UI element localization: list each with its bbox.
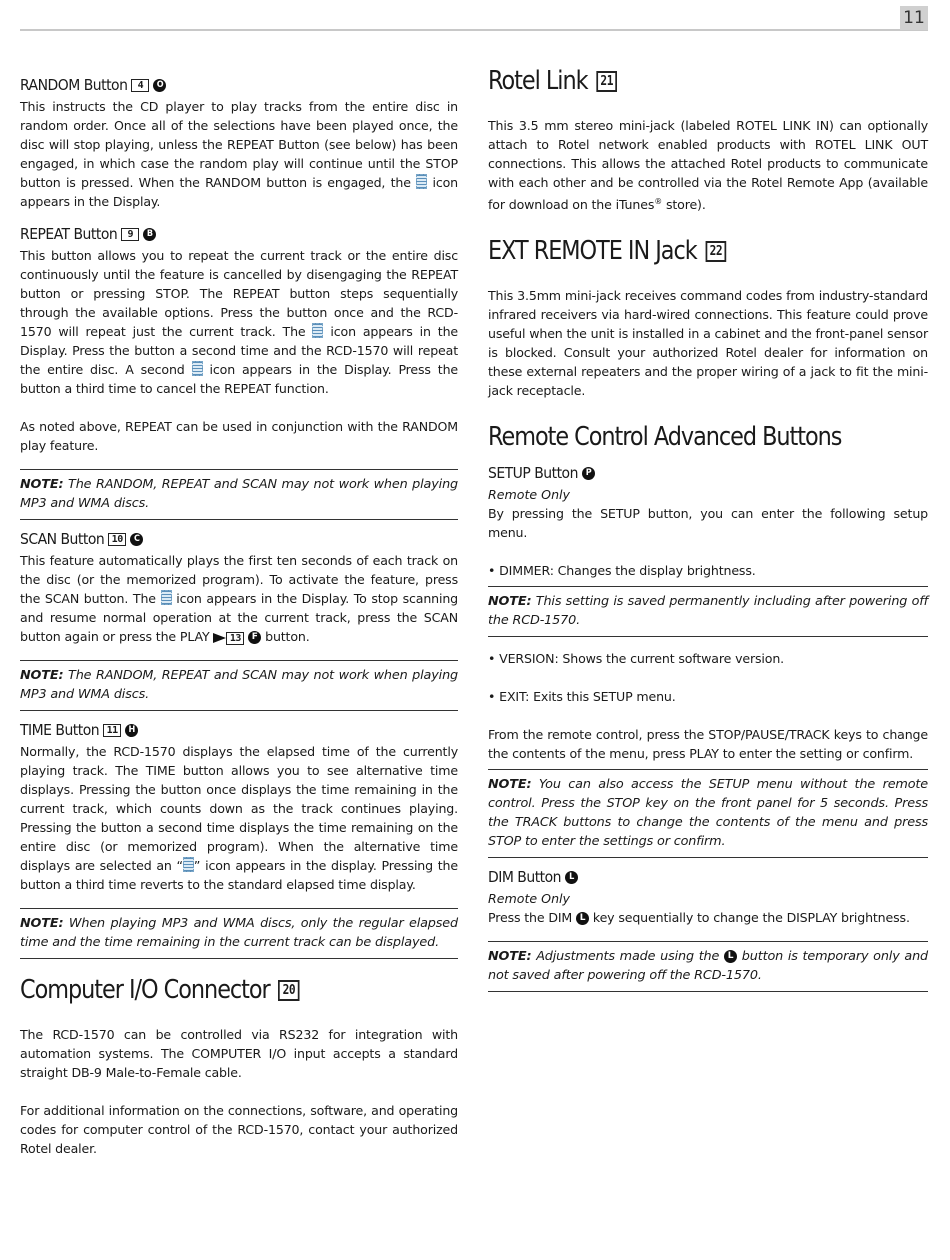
scan-display-icon	[161, 590, 172, 605]
dim-letter-badge: L	[565, 871, 578, 884]
ext-remote-heading	[488, 236, 866, 266]
setup-remote-only: Remote Only	[488, 487, 571, 503]
repeat-section	[20, 225, 458, 455]
time-heading	[20, 721, 458, 739]
computer-title: Computer I/O Connector	[20, 975, 270, 1005]
advanced-title: Remote Control Advanced Buttons	[488, 422, 842, 453]
setup-dimmer: • DIMMER: Changes the display brightness.	[488, 563, 756, 579]
time-display-icon	[183, 857, 194, 872]
dim-title: DIM Button	[488, 868, 562, 887]
random-section	[20, 76, 458, 211]
setup-title: SETUP Button	[488, 464, 578, 483]
repeat-title: REPEAT Button	[20, 225, 118, 243]
repeat-num-badge: 9	[121, 228, 139, 241]
page-number: 11	[900, 6, 928, 30]
right-column	[488, 64, 928, 992]
play-num-badge: 13	[226, 632, 244, 645]
computer-body-1: The RCD-1570 can be controlled via RS232 for integration with automation systems. The COMPUTER I/O input accepts a standard straight DB-9 Male-to-Female cable.	[20, 1027, 458, 1080]
random-body: This instructs the CD player to play tracks from the entire disc in random order. Once all of the selections have been played once, the disc will stop playing, unless the REPEAT Button (see below) has been engaged, in which case the random play will continue until the STOP button is pressed. When the RANDOM button is engaged, the icon appears in the Display.	[20, 99, 458, 209]
rotel-link-body: This 3.5 mm stereo mini-jack (labeled ROTEL LINK IN) can optionally attach to Rotel network enabled products with ROTEL LINK OUT connections. This allows the attached Rotel products to communicate with each other and be controlled via the Rotel Remote App (available for download on the iTunes® store).	[488, 118, 928, 213]
dim-note-badge: L	[724, 950, 737, 963]
random-heading	[20, 76, 458, 94]
scan-body: This feature automatically plays the first ten seconds of each track on the disc (or the memorized program). To activate the feature, press the SCAN button. The icon appears in the Display. To stop scanning and resume normal operation at the current track, press the SCAN button again or press the PLAY 13 F button.	[20, 553, 459, 644]
setup-section	[488, 464, 928, 858]
setup-exit: • EXIT: Exits this SETUP menu.	[488, 689, 676, 705]
setup-letter-badge: P	[582, 467, 595, 480]
setup-version: • VERSION: Shows the current software version.	[488, 651, 785, 667]
rotel-link-heading	[488, 66, 866, 96]
ext-remote-num-badge: 22	[705, 241, 726, 262]
repeat-body-2: As noted above, REPEAT can be used in conjunction with the RANDOM play feature.	[20, 419, 458, 453]
scan-letter-badge: C	[130, 533, 143, 546]
random-title: RANDOM Button	[20, 76, 128, 94]
dim-body: Press the DIM L key sequentially to change the DISPLAY brightness.	[488, 910, 910, 926]
note-dim-temporary: NOTE: Adjustments made using the L button is temporary only and not saved after powering off the RCD-1570.	[488, 941, 928, 992]
dim-inline-badge: L	[576, 912, 589, 925]
repeat-body: This button allows you to repeat the current track or the entire disc continuously until the feature is cancelled by disengaging the REPEAT button or pressing STOP. The REPEAT button steps sequentially through the available options. Press the button once and the RCD-1570 will repeat just the current track. The icon appears in the Display. Press the button a second time and the RCD-1570 will repeat the entire disc. A second icon appears in the Display. Press the button a third time to cancel the REPEAT function.	[20, 248, 459, 396]
ext-remote-section	[488, 236, 928, 400]
setup-heading	[488, 464, 928, 482]
computer-section	[20, 975, 458, 1158]
scan-title: SCAN Button	[20, 530, 105, 548]
dim-remote-only: Remote Only	[488, 891, 571, 907]
random-display-icon	[416, 174, 427, 189]
random-num-badge: 4	[131, 79, 149, 92]
setup-remote-text: From the remote control, press the STOP/PAUSE/TRACK keys to change the contents of the menu, press PLAY to enter the setting or confirm.	[488, 727, 928, 762]
note-random-repeat-scan-2: NOTE: The RANDOM, REPEAT and SCAN may not work when playing MP3 and WMA discs.	[20, 660, 458, 711]
setup-intro: By pressing the SETUP button, you can enter the following setup menu.	[488, 506, 928, 541]
play-icon	[213, 633, 226, 643]
time-letter-badge: H	[125, 724, 138, 737]
random-letter-badge: O	[153, 79, 166, 92]
time-title: TIME Button	[20, 721, 100, 739]
header-rule	[20, 29, 928, 31]
computer-heading	[20, 975, 397, 1005]
time-num-badge: 11	[103, 724, 121, 737]
dim-heading	[488, 868, 928, 886]
note-setup-saved: NOTE: This setting is saved permanently including after powering off the RCD-1570.	[488, 586, 928, 637]
scan-num-badge: 10	[108, 533, 126, 546]
play-letter-badge: F	[248, 631, 261, 644]
rotel-link-num-badge: 21	[596, 71, 617, 92]
repeat-all-display-icon	[192, 361, 203, 376]
repeat-heading	[20, 225, 458, 243]
time-body: Normally, the RCD-1570 displays the elapsed time of the currently playing track. The TIME button allows you to see alternative time displays. Pressing the button once displays the time remaining in the current track, which counts down as the track continues playing. Pressing the button a second time displays the time remaining on the entire disc (or memorized program). When the alternative time displays are selected an “ ” icon appears in the display. Pressing the button a third time reverts to the standard elapsed time display.	[20, 744, 458, 892]
ext-remote-body: This 3.5mm mini-jack receives command codes from industry-standard infrared receivers via hard-wired connections. This feature could prove useful when the unit is installed in a cabinet and the front-panel sensor is blocked. Consult your authorized Rotel dealer for information on these external repeaters and the proper wiring of a jack to fit the mini-jack receptacle.	[488, 288, 928, 399]
note-setup-front-panel: NOTE: You can also access the SETUP menu without the remote control. Press the STOP key on the front panel for 5 seconds. Press the TRACK buttons to change the contents of the menu and press STOP to enter the settings or confirm.	[488, 769, 928, 858]
computer-num-badge: 20	[278, 980, 299, 1001]
left-column	[20, 64, 458, 1158]
advanced-section	[488, 422, 928, 992]
time-section	[20, 721, 458, 894]
rotel-link-title: Rotel Link	[488, 66, 588, 96]
scan-section	[20, 530, 458, 646]
scan-heading	[20, 530, 458, 548]
computer-body-2: For additional information on the connections, software, and operating codes for computer control of the RCD-1570, contact your authorized Rotel dealer.	[20, 1103, 458, 1156]
note-mp3-time: NOTE: When playing MP3 and WMA discs, only the regular elapsed time and the time remaining in the current track can be displayed.	[20, 908, 458, 959]
repeat-letter-badge: B	[143, 228, 156, 241]
rotel-link-section	[488, 66, 928, 214]
ext-remote-title: EXT REMOTE IN Jack	[488, 236, 697, 267]
advanced-heading	[488, 422, 866, 452]
dim-section	[488, 868, 928, 992]
repeat-display-icon	[312, 323, 323, 338]
note-random-repeat-scan: NOTE: The RANDOM, REPEAT and SCAN may not work when playing MP3 and WMA discs.	[20, 469, 458, 520]
